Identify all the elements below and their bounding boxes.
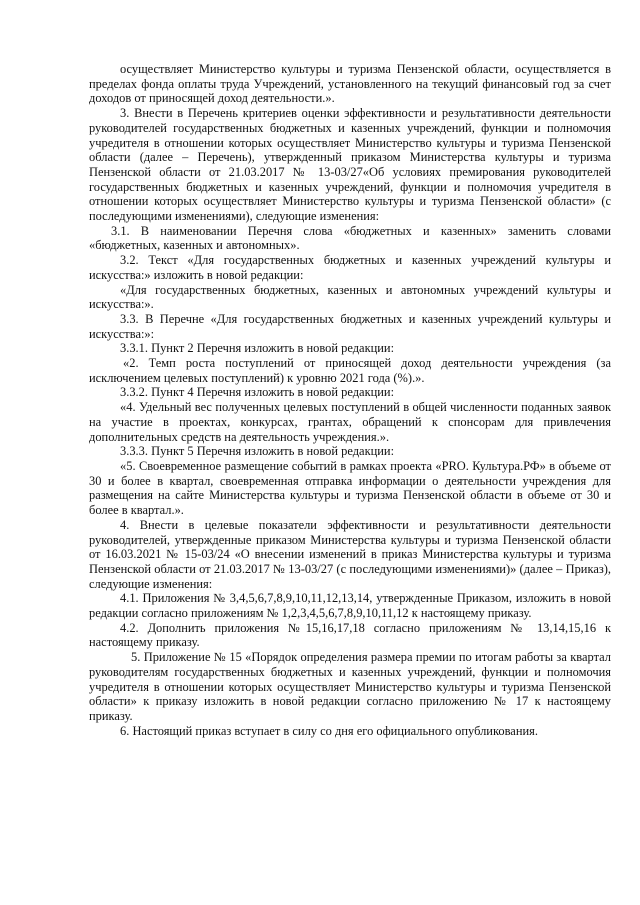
paragraph-3-3-2: 3.3.2. Пункт 4 Перечня изложить в новой редакции: bbox=[120, 385, 395, 400]
paragraph-3-1: 3.1. В наименовании Перечня слова «бюджетных и казенных» заменить словами «бюджетных, казенных и автономных». bbox=[89, 223, 611, 253]
paragraph-3-3-3: 3.3.3. Пункт 5 Перечня изложить в новой редакции: bbox=[120, 444, 395, 459]
paragraph-4: 4. Внести в целевые показатели эффективности и результативности деятельности руководителей, утвержденные приказом Министерства культуры и туризма Пензенской области от 16.03.2021 № 15-03/24 «О внесении изменений в приказ Министерства культуры и туризма Пензенской области от 21.03.2017 № 13-03/27 (с последующими изменениями)» (далее – Приказ), следующие изменения: bbox=[89, 517, 611, 591]
paragraph-3-3: 3.3. В Перечне «Для государственных бюджетных и казенных учреждений культуры и искусства:»: bbox=[89, 311, 611, 341]
paragraph-6: 6. Настоящий приказ вступает в силу со дня его официального опубликования. bbox=[120, 723, 538, 738]
paragraph-4-1: 4.1. Приложения № 3,4,5,6,7,8,9,10,11,12,13,14, утвержденные Приказом, изложить в новой редакции согласно приложениям № 1,2,3,4,5,6,7,8,9,10,11,12 к настоящему приказу. bbox=[89, 591, 611, 621]
paragraph-5: 5. Приложение № 15 «Порядок определения размера премии по итогам работы за квартал руководителям государственных бюджетных и казенных учреждений, функции и полномочия учредителя в отношении которых осуществляет Министерство культуры и туризма Пензенской области» к приказу изложить в новой редакции согласно приложению № 17 к настоящему приказу. bbox=[89, 650, 611, 723]
paragraph-3-3-2-quote: «4. Удельный вес полученных целевых поступлений в общей численности поданных заявок на участие в проектах, конкурсах, грантах, обращений к спонсорам для привлечения дополнительных средств на деятельность учреждения.». bbox=[89, 400, 611, 444]
document-body bbox=[89, 62, 611, 738]
paragraph-3-3-3-quote: «5. Своевременное размещение событий в рамках проекта «PRO. Культура.РФ» в объеме от 30 и более в квартал, своевременная отправка информации о деятельности учреждения для размещения на сайте Министерства культуры и туризма Пензенской области в объеме от 30 и более в квартал.». bbox=[89, 458, 611, 518]
paragraph-3: 3. Внести в Перечень критериев оценки эффективности и результативности деятельности руководителей государственных бюджетных и казенных учреждений, функции и полномочия учредителя в отношении которых осуществляет Министерство культуры и туризма Пензенской области (далее – Перечень), утвержденный приказом Министерства культуры и туризма Пензенской области от 21.03.2017 № 13-03/27«Об условиях премирования руководителей государственных бюджетных и казенных учреждений, функции и полномочия учредителя в отношении которых осуществляет Министерство культуры и туризма Пензенской области» (с последующими изменениями), следующие изменения: bbox=[89, 106, 611, 224]
paragraph-4-2: 4.2. Дополнить приложения №15,16,17,18 согласно приложениям № 13,14,15,16 к настоящему приказу. bbox=[89, 620, 611, 650]
paragraph-3-3-1: 3.3.1. Пункт 2 Перечня изложить в новой редакции: bbox=[120, 341, 395, 356]
paragraph-3-2-quote: «Для государственных бюджетных, казенных и автономных учреждений культуры и искусства:». bbox=[89, 282, 611, 312]
paragraph-continuation: осуществляет Министерство культуры и туризма Пензенской области, осуществляется в пределах фонда оплаты труда Учреждений, установленного на текущий финансовый год за счет доходов от приносящей доход деятельности.». bbox=[89, 62, 611, 106]
paragraph-3-2: 3.2. Текст «Для государственных бюджетных и казенных учреждений культуры и искусства:» изложить в новой редакции: bbox=[89, 253, 611, 282]
paragraph-3-3-1-quote: «2. Темп роста поступлений от приносящей доход деятельности учреждения (за исключением целевых поступлений) к уровню 2021 года (%).». bbox=[89, 356, 611, 385]
